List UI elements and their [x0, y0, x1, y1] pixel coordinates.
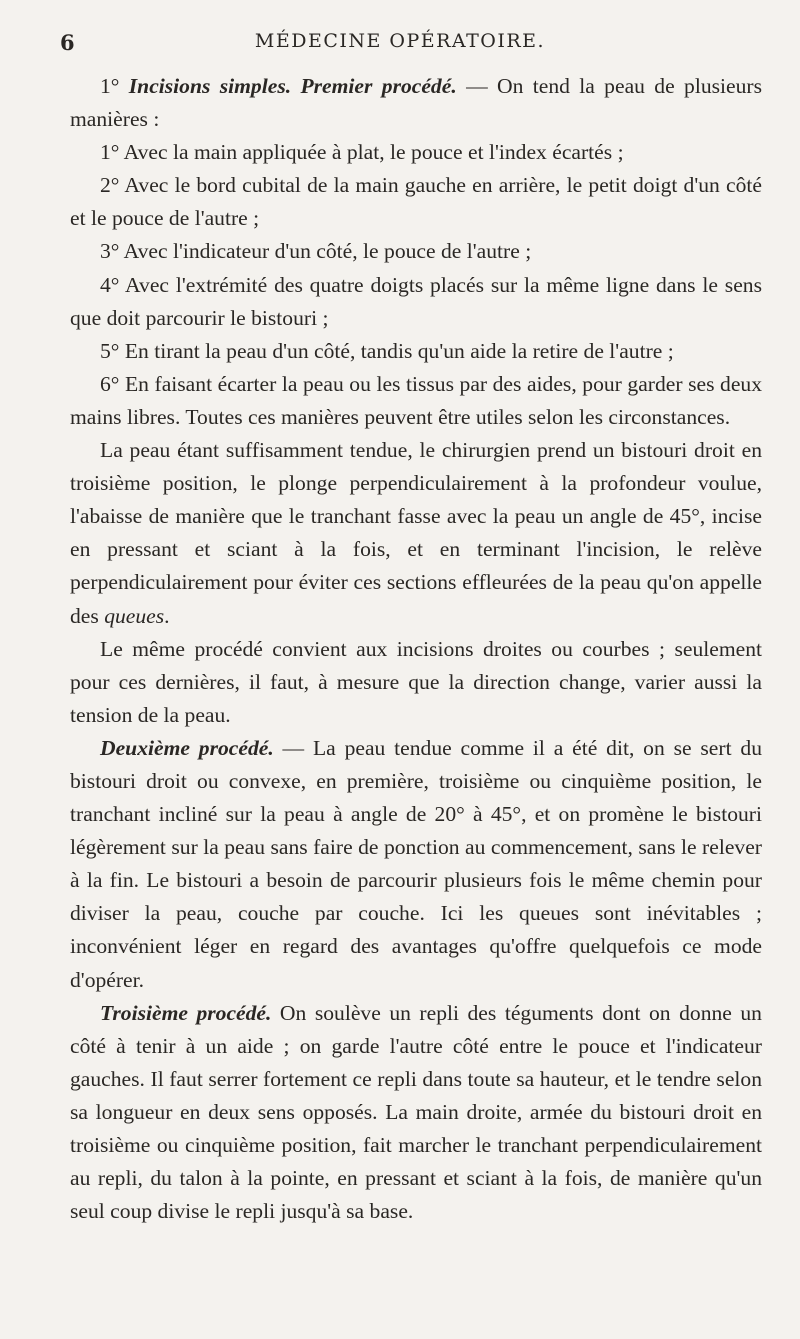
list-item: 4° Avec l'extrémité des quatre doigts placés sur la même ligne dans le sens que doit parcourir le bistouri ; [70, 272, 762, 330]
running-title: MÉDECINE OPÉRATOIRE. [254, 30, 546, 52]
paragraph-deuxieme-procede [70, 732, 762, 997]
body-text [70, 70, 762, 1228]
paragraph-text-tail: . [164, 603, 170, 628]
list-item: 1° Avec la main appliquée à plat, le pouce et l'index écartés ; [100, 140, 624, 165]
paragraph: Le même procédé convient aux incisions droites ou courbes ; seulement pour ces dernières, il faut, à mesure que la direction change, varier aussi la tension de la peau. [70, 636, 762, 727]
list-item: 2° Avec le bord cubital de la main gauche en arrière, le petit doigt d'un côté et le pouce de l'autre ; [70, 173, 762, 231]
emphasis-queues: queues [104, 603, 165, 628]
list-item: 5° En tirant la peau d'un côté, tandis qu'un aide la retire de l'autre ; [100, 338, 674, 363]
page-header [55, 30, 745, 60]
paragraph [70, 434, 762, 633]
paragraph-text: — On tend la peau de plusieurs manières : [70, 74, 762, 132]
paragraph-text: On soulève un repli des téguments dont on donne un côté à tenir à un aide ; on garde l'autre côté entre le pouce et l'indicateur gauches. Il faut serrer fortement ce repli dans toute sa hauteur, et le tendre selon sa longueur en deux sens opposés. La main droite, armée du bistouri droit en troisième ou cinquième position, fait marcher le tranchant perpendiculairement au repli, du talon à la pointe, en pressant et sciant à la fois, de manière qu'un seul coup divise le repli jusqu'à sa base. [70, 1000, 762, 1224]
section-title-premier-procede: Incisions simples. Premier procédé. [128, 74, 457, 98]
page-number: 6 [60, 30, 75, 55]
section-title-troisieme-procede: Troisième procédé. [100, 1000, 272, 1025]
section-title-deuxieme-procede: Deuxième procédé. [100, 735, 274, 760]
paragraph-text: — La peau tendue comme il a été dit, on se sert du bistouri droit ou convexe, en première, troisième ou cinquième position, le tranchant incliné sur la peau à angle de 20° à 45°, et on promène le bistouri légèrement sur la peau sans faire de ponction au commencement, sans le relever à la fin. Le bistouri a besoin de parcourir plusieurs fois le même chemin pour diviser la peau, couche par couche. Ici les queues sont inévitables ; inconvénient léger en regard des avantages qu'offre quelquefois ce mode d'opérer. [70, 735, 763, 992]
paragraph-incisions-simples [70, 70, 762, 136]
list-item: 6° En faisant écarter la peau ou les tissus par des aides, pour garder ses deux mains libres. Toutes ces manières peuvent être utiles selon les circonstances. [70, 371, 762, 429]
paragraph-troisieme-procede [70, 997, 762, 1229]
list-number: 1° [100, 74, 129, 98]
paragraph-text: La peau étant suffisamment tendue, le chirurgien prend un bistouri droit en troisième position, le plonge perpendiculairement à la profondeur voulue, l'abaisse de manière que le tranchant fasse avec la peau un angle de 45°, incise en pressant et sciant à la fois, et en terminant l'incision, le relève perpendiculairement pour éviter ces sections effleurées de la peau qu'on appelle des [70, 438, 762, 628]
list-item: 3° Avec l'indicateur d'un côté, le pouce de l'autre ; [100, 239, 532, 264]
